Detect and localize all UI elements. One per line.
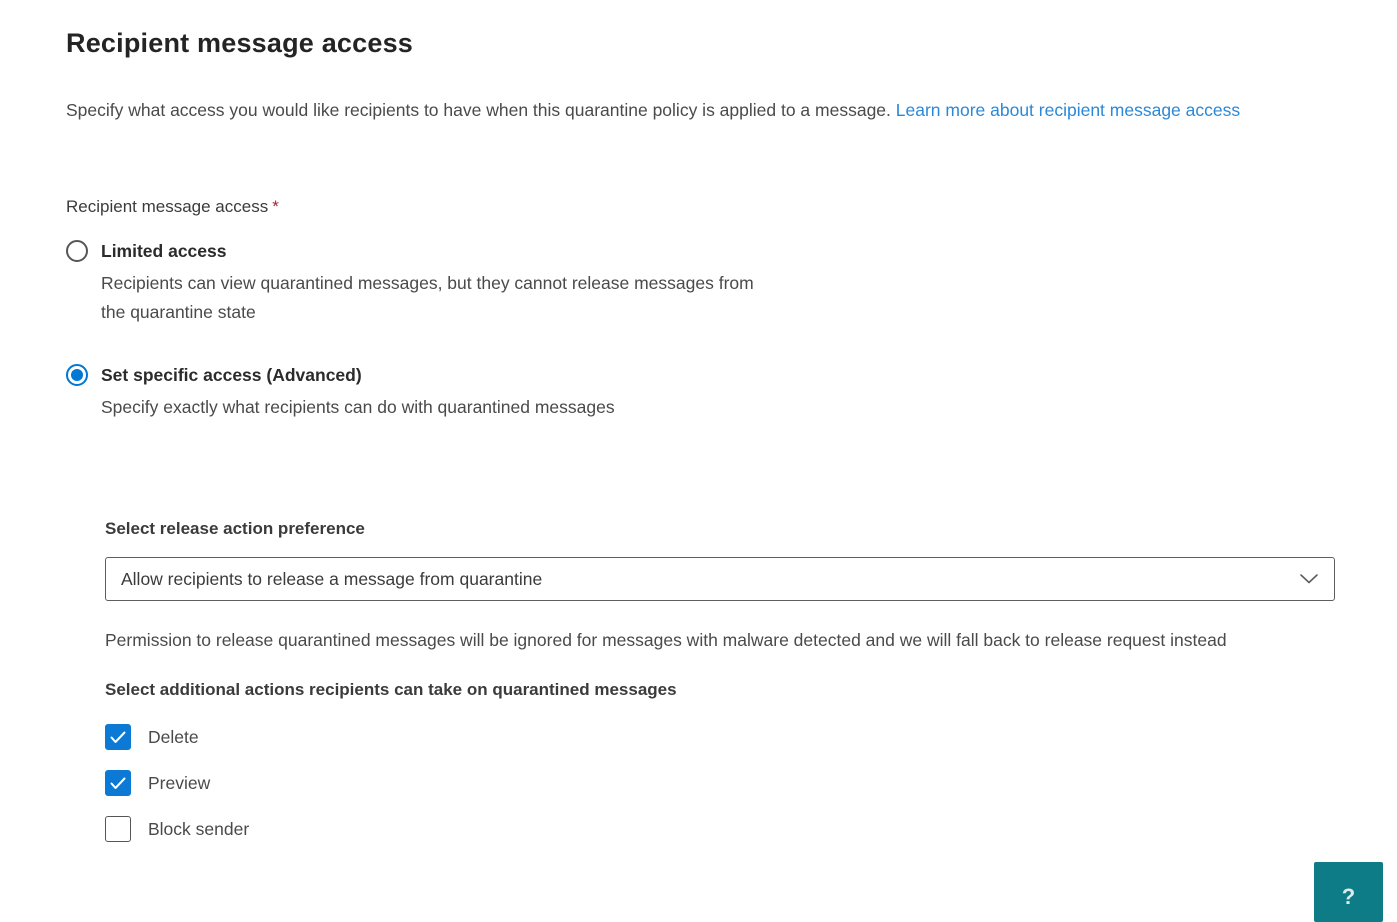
radio-dot: [71, 369, 83, 381]
checkbox-row-preview[interactable]: [105, 770, 1397, 796]
release-action-dropdown-value: Allow recipients to release a message from quarantine: [121, 568, 543, 589]
help-button[interactable]: [1314, 862, 1383, 922]
access-field-label-text: Recipient message access: [66, 197, 269, 216]
checkmark-icon: [110, 731, 126, 744]
radio-option-body: [101, 363, 615, 422]
access-radio-group: [66, 239, 1397, 422]
radio-option-body: [101, 239, 781, 327]
checkbox-row-delete[interactable]: [105, 724, 1397, 750]
intro-paragraph: [66, 96, 1336, 124]
access-field-label: [66, 197, 1397, 217]
radio-option-set-specific-access[interactable]: [66, 363, 1397, 422]
question-mark-icon: ?: [1341, 884, 1356, 909]
radio-label-limited-access[interactable]: Limited access: [101, 241, 227, 261]
advanced-access-section: [105, 519, 1397, 842]
radio-label-set-specific-access[interactable]: Set specific access (Advanced): [101, 365, 362, 385]
radio-icon-selected[interactable]: [66, 364, 88, 386]
checkbox-preview[interactable]: [105, 770, 131, 796]
radio-option-limited-access[interactable]: [66, 239, 1397, 327]
radio-description-set-specific-access: Specify exactly what recipients can do with quarantined messages: [101, 397, 615, 417]
radio-description-limited-access: Recipients can view quarantined messages, but they cannot release messages from the quarantine state: [101, 273, 754, 322]
intro-text: Specify what access you would like recipients to have when this quarantine policy is applied to a message.: [66, 100, 896, 120]
page-title: Recipient message access: [66, 28, 414, 58]
required-marker: *: [272, 197, 279, 216]
checkbox-block-sender[interactable]: [105, 816, 131, 842]
release-action-note: Permission to release quarantined messages will be ignored for messages with malware detected and we will fall back to release request instead: [105, 630, 1227, 650]
checkbox-label-delete[interactable]: Delete: [148, 726, 199, 747]
checkmark-icon: [110, 777, 126, 790]
checkbox-row-block-sender[interactable]: [105, 816, 1397, 842]
radio-dot: [71, 245, 83, 257]
release-action-dropdown[interactable]: [105, 557, 1335, 601]
chevron-down-icon[interactable]: [1300, 574, 1318, 584]
checkbox-label-preview[interactable]: Preview: [148, 772, 211, 793]
learn-more-link[interactable]: Learn more about recipient message access: [895, 100, 1241, 120]
radio-icon-unselected[interactable]: [66, 240, 88, 262]
checkbox-label-block-sender[interactable]: Block sender: [148, 818, 250, 839]
release-action-label: Select release action preference: [105, 519, 365, 538]
additional-actions-label: Select additional actions recipients can take on quarantined messages: [105, 680, 677, 699]
checkbox-delete[interactable]: [105, 724, 131, 750]
additional-actions-checkbox-list: [105, 724, 1397, 842]
